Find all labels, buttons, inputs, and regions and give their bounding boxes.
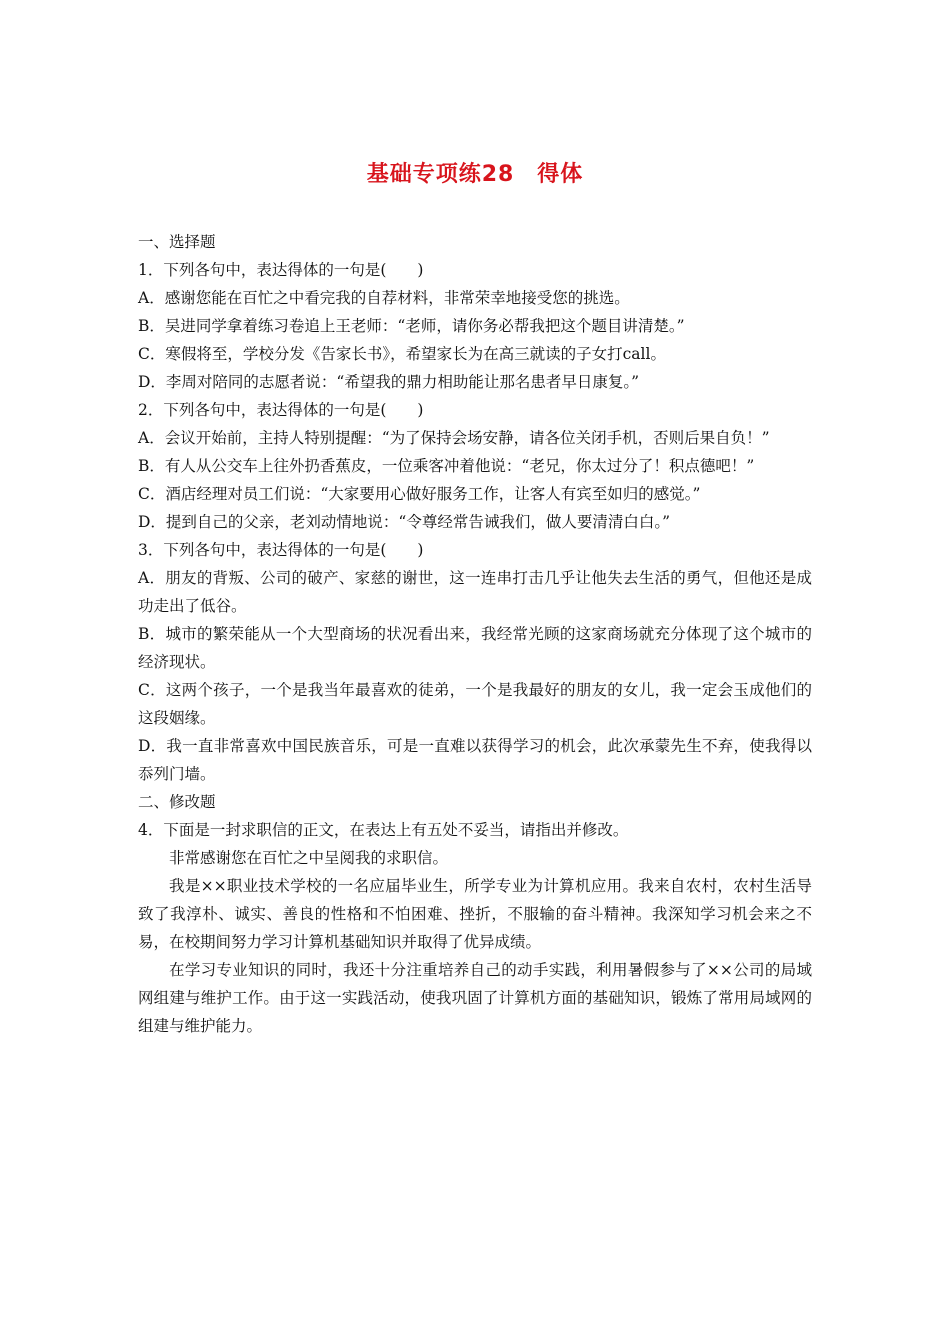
question-3-stem: 3．下列各句中，表达得体的一句是( )	[138, 541, 424, 559]
letter-paragraph-3: 在学习专业知识的同时，我还十分注重培养自己的动手实践，利用暑假参与了××公司的局域网组建与维护工作。由于这一实践活动，使我巩固了计算机方面的基础知识，锻炼了常用局域网的组建与维护能力。	[138, 961, 812, 1035]
question-2-option-b: B．有人从公交车上往外扔香蕉皮，一位乘客冲着他说：“老兄，你太过分了！积点德吧！”	[138, 457, 755, 475]
question-3-option-c: C．这两个孩子，一个是我当年最喜欢的徒弟，一个是我最好的朋友的女儿，我一定会玉成他们的这段姻缘。	[138, 681, 812, 727]
section-heading-choice: 一、选择题	[138, 233, 216, 251]
question-1-option-c: C．寒假将至，学校分发《告家长书》，希望家长为在高三就读的子女打call。	[138, 345, 666, 363]
question-4-stem: 4．下面是一封求职信的正文，在表达上有五处不妥当，请指出并修改。	[138, 821, 629, 839]
question-2-option-a: A．会议开始前，主持人特别提醒：“为了保持会场安静，请各位关闭手机，否则后果自负！”	[138, 429, 770, 447]
question-2-option-c: C．酒店经理对员工们说：“大家要用心做好服务工作，让客人有宾至如归的感觉。”	[138, 485, 701, 503]
document-body	[138, 228, 812, 1040]
question-1-option-d: D．李周对陪同的志愿者说：“希望我的鼎力相助能让那名患者早日康复。”	[138, 373, 640, 391]
question-1-option-b: B．吴进同学拿着练习卷追上王老师：“老师，请你务必帮我把这个题目讲清楚。”	[138, 317, 685, 335]
question-1-stem: 1．下列各句中，表达得体的一句是( )	[138, 261, 424, 279]
section-heading-revise: 二、修改题	[138, 793, 216, 811]
question-2-stem: 2．下列各句中，表达得体的一句是( )	[138, 401, 424, 419]
question-1-option-a: A．感谢您能在百忙之中看完我的自荐材料，非常荣幸地接受您的挑选。	[138, 289, 630, 307]
question-3-option-b: B．城市的繁荣能从一个大型商场的状况看出来，我经常光顾的这家商场就充分体现了这个城市的经济现状。	[138, 625, 812, 671]
question-3-option-d: D．我一直非常喜欢中国民族音乐，可是一直难以获得学习的机会，此次承蒙先生不弃，使我得以忝列门墙。	[138, 737, 812, 783]
question-3-option-a: A．朋友的背叛、公司的破产、家慈的谢世，这一连串打击几乎让他失去生活的勇气，但他还是成功走出了低谷。	[138, 569, 812, 615]
question-2-option-d: D．提到自己的父亲，老刘动情地说：“令尊经常告诫我们，做人要清清白白。”	[138, 513, 671, 531]
letter-paragraph-2: 我是××职业技术学校的一名应届毕业生，所学专业为计算机应用。我来自农村，农村生活导致了我淳朴、诚实、善良的性格和不怕困难、挫折，不服输的奋斗精神。我深知学习机会来之不易，在校期间努力学习计算机基础知识并取得了优异成绩。	[138, 877, 812, 951]
page-title: 基础专项练28 得体	[366, 162, 584, 187]
letter-paragraph-1: 非常感谢您在百忙之中呈阅我的求职信。	[169, 849, 449, 867]
